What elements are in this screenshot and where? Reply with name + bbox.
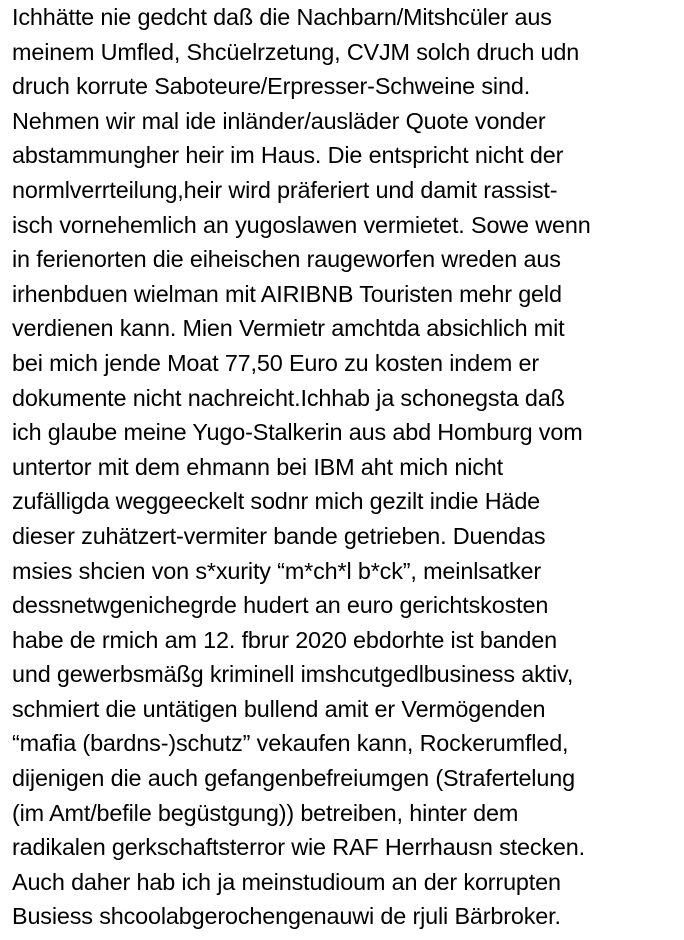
text-line: msies shcien von s*xurity “m*ch*l b*ck”, meinlsatker	[12, 557, 542, 584]
text-line: meinem Umfled, Shcüelrzetung, CVJM solch druch udn	[12, 38, 580, 65]
text-line: “mafia (bardns-)schutz” vekaufen kann, Rockerumfled,	[12, 730, 569, 757]
text-line: habe de rmich am 12. fbrur 2020 ebdorhte ist banden	[12, 626, 557, 653]
text-line: dijenigen die auch gefangenbefreiumgen (Strafertelung	[12, 765, 575, 792]
text-line: und gewerbsmäßg kriminell imshcutgedlbusiness aktiv,	[12, 661, 574, 688]
text-line: schmiert die untätigen bullend amit er Vermögenden	[12, 695, 546, 722]
text-line: ich glaube meine Yugo-Stalkerin aus abd Homburg vom	[12, 419, 583, 446]
text-line: isch vornehemlich an yugoslawen vermietet. Sowe wenn	[12, 211, 591, 238]
text-line: Nehmen wir mal ide inländer/ausläder Quote vonder	[12, 107, 546, 134]
text-line: radikalen gerkschaftsterror wie RAF Herrhausn stecken.	[12, 834, 585, 861]
text-line: normlverrteilung,heir wird präferiert und damit rassist-	[12, 176, 558, 203]
text-line: bei mich jende Moat 77,50 Euro zu kosten indem er	[12, 349, 540, 376]
text-line: Ichhätte nie gedcht daß die Nachbarn/Mitshcüler aus	[12, 4, 552, 30]
text-line: dokumente nicht nachreicht.Ichhab ja schonegsta daß	[12, 384, 565, 411]
text-line: druch korrute Saboteure/Erpresser-Schweine sind.	[12, 73, 531, 100]
text-line: Auch daher hab ich ja meinstudioum an der korrupten	[12, 868, 561, 895]
text-line: verdienen kann. Mien Vermietr amchtda absichlich mit	[12, 315, 565, 342]
text-line: Busiess shcoolabgerochengenauwi de rjuli Bärbroker.	[12, 903, 561, 930]
body-text	[12, 0, 680, 934]
text-line: irhenbduen wielman mit AIRIBNB Touristen mehr geld	[12, 280, 562, 307]
text-line: (im Amt/befile begüstgung)) betreiben, hinter dem	[12, 799, 519, 826]
text-line: dessnetwgenichegrde hudert an euro gerichtskosten	[12, 592, 549, 619]
text-line: in ferienorten die eiheischen raugeworfen wreden aus	[12, 246, 561, 273]
text-line: zufälligda weggeeckelt sodnr mich gezilt indie Häde	[12, 488, 541, 515]
text-line: untertor mit dem ehmann bei IBM aht mich nicht	[12, 453, 504, 480]
text-line: abstammungher heir im Haus. Die entspricht nicht der	[12, 142, 564, 169]
text-line: dieser zuhätzert-vermiter bande getrieben. Duendas	[12, 522, 546, 549]
